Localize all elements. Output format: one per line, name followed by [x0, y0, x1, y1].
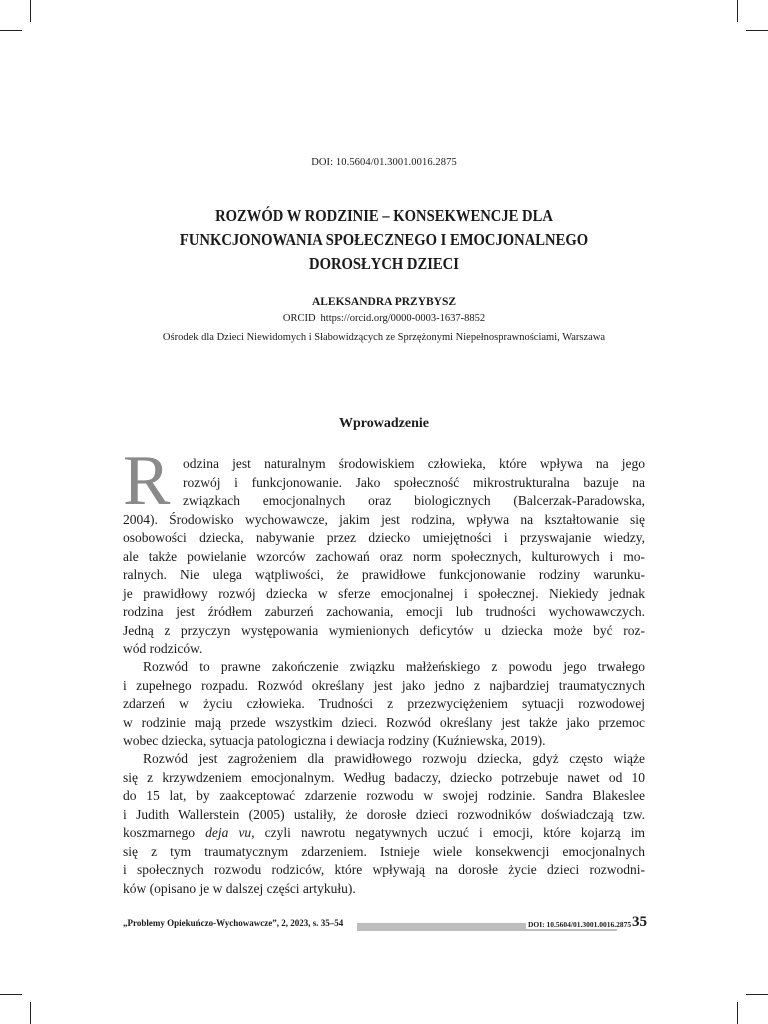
italic-term: deja vu — [205, 825, 252, 840]
text-line: zdarzeń w życiu człowieka. Trudności z przezwyciężeniem sytuacji rozwodowej — [123, 696, 645, 711]
title-line: DOROSŁYCH DZIECI — [309, 254, 459, 273]
text-line: rodzina jest źródłem zaburzeń zachowania, emocji lub trudności wychowawczych. — [123, 604, 645, 619]
text-line: w rodzinie mają przede wszystkim dzieci. Rozwód określany jest także jako przemoc — [123, 714, 645, 730]
crop-mark — [737, 1002, 738, 1024]
title-line: FUNKCJONOWANIA SPOŁECZNEGO I EMOCJONALNEGO — [179, 230, 589, 249]
text-line: Rozwód to prawne zakończenie związku małżeńskiego z powodu jego trwałego — [143, 659, 645, 674]
text-line: wobec dziecka, sytuacja patologiczna i dewiacja rodziny (Kuźniewska, 2019). — [123, 733, 546, 748]
text-line: i społecznych rozwodu rodziców, które wpływają na dorosłe życie dzieci rozwodni- — [123, 862, 645, 877]
text-line: i Judith Wallerstein (2005) ustaliły, że dorosłe dzieci rozwodników doświadczają tzw. — [123, 806, 645, 822]
text-line: ralnych. Nie ulega wątpliwości, że prawidłowe funkcjonowanie rodziny warunku- — [123, 567, 645, 582]
paragraph — [123, 658, 645, 751]
crop-mark — [737, 0, 738, 22]
doi-header: DOI: 10.5604/01.3001.0016.2875 — [311, 157, 457, 168]
text-line: do 15 lat, by zaakceptować zdarzenie rozwodu w swojej rodzinie. Sandra Blakeslee — [123, 788, 645, 803]
crop-mark — [746, 30, 768, 31]
text-line: Rozwód jest zagrożeniem dla prawidłowego rozwoju dziecka, gdyż często wiąże — [143, 751, 645, 766]
text-line: je prawidłowy rozwój dziecka w sferze emocjonalnej i społecznej. Niekiedy jednak — [123, 585, 645, 601]
author-affiliation: Ośrodek dla Dzieci Niewidomych i Słabowidzących ze Sprzężonymi Niepełnosprawnościami, Warszawa — [162, 332, 606, 343]
text-line: się z tym traumatycznym zdarzeniem. Istnieje wiele konsekwencji emocjonalnych — [123, 843, 645, 859]
text-line: osobowości dziecka, nabywanie przez dziecko umiejętności i przyswajanie wiedzy, — [123, 530, 645, 545]
crop-mark — [746, 994, 768, 995]
text-line: rozwój i funkcjonowanie. Jako społeczność mikrostrukturalna bazuje na — [183, 474, 645, 490]
crop-mark — [30, 0, 31, 22]
article-title — [140, 204, 628, 276]
text-line: i zupełnego rozpadu. Rozwód określany jest jako jedno z najbardziej traumatycznych — [123, 677, 645, 693]
footer-doi: DOI: 10.5604/01.3001.0016.2875 — [528, 920, 632, 929]
text-line: koszmarnego deja vu, czyli nawrotu negatywnych uczuć i emocji, które kojarzą im — [123, 825, 645, 840]
text-line: wód rodziców. — [123, 641, 203, 656]
author-name: ALEKSANDRA PRZYBYSZ — [311, 296, 457, 308]
crop-mark — [30, 1002, 31, 1024]
orcid-line — [0, 313, 768, 324]
text-line: Jedną z przyczyn występowania wymienionych deficytów u dziecka może być roz- — [123, 622, 645, 638]
orcid-label: ORCID — [282, 313, 316, 324]
footer-journal-citation: „Problemy Opiekuńczo-Wychowawcze”, 2, 2023, s. 35–54 — [123, 918, 344, 928]
text-line: związkach emocjonalnych oraz biologicznych (Balcerzak-Paradowska, — [183, 493, 645, 508]
paragraph — [123, 455, 645, 659]
text-line: odzina jest naturalnym środowiskiem człowieka, które wpływa na jego — [183, 456, 645, 471]
section-heading: Wprowadzenie — [339, 416, 429, 431]
crop-mark — [0, 30, 22, 31]
crop-mark — [0, 994, 22, 995]
drop-cap: R — [123, 442, 171, 520]
orcid-link[interactable]: https://orcid.org/0000-0003-1637-8852 — [320, 313, 486, 324]
text-line: ale także powielanie wzorców zachowań oraz norm społecznych, kulturowych i mo- — [123, 548, 645, 564]
text-line: ków (opisano je w dalszej części artykułu). — [123, 880, 356, 896]
text-line: się z krzywdzeniem emocjonalnym. Według badaczy, dziecko potrzebuje nawet od 10 — [123, 769, 645, 785]
page-number: 35 — [632, 914, 647, 930]
text-line: 2004). Środowisko wychowawcze, jakim jest rodzina, wpływa na kształtowanie się — [123, 511, 645, 527]
paragraph — [123, 750, 645, 898]
title-line: ROZWÓD W RODZINIE – KONSEKWENCJE DLA — [215, 206, 553, 225]
